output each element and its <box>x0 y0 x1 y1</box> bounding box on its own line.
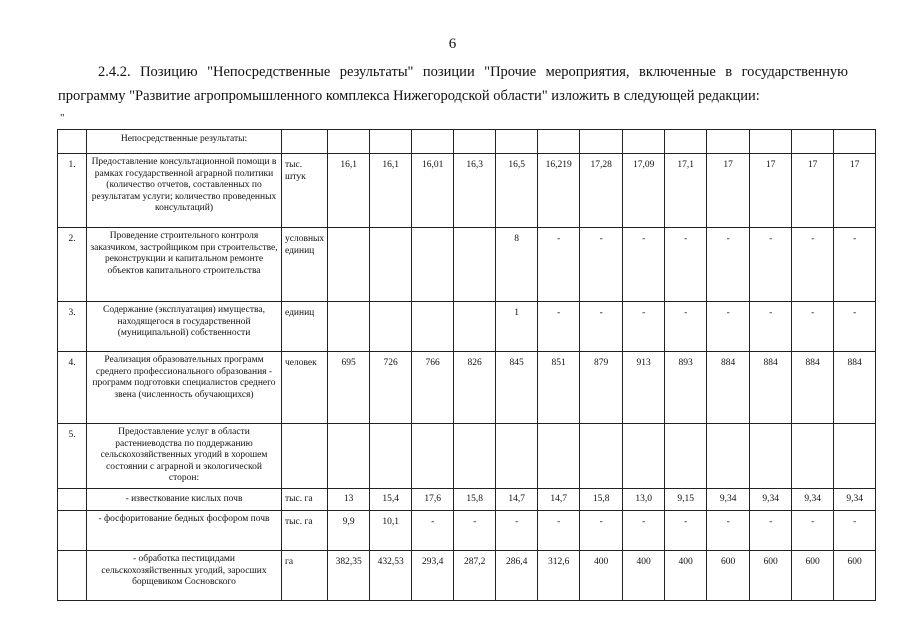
value-cell: 16,01 <box>412 154 454 228</box>
value-cell: 15,4 <box>370 489 412 511</box>
value-cell: - <box>707 511 750 551</box>
table-cell <box>370 130 412 154</box>
value-cell: - <box>412 511 454 551</box>
value-cell: 893 <box>665 352 707 424</box>
value-cell <box>370 424 412 489</box>
table-row <box>58 302 876 352</box>
row-index <box>58 511 87 551</box>
table-row <box>58 228 876 302</box>
value-cell: - <box>623 511 665 551</box>
value-cell <box>328 424 370 489</box>
table-header: Непосредственные результаты: <box>87 130 282 154</box>
value-cell: 600 <box>792 551 834 601</box>
value-cell: 17 <box>792 154 834 228</box>
table-cell <box>538 130 580 154</box>
results-table <box>57 129 876 601</box>
value-cell: - <box>580 511 623 551</box>
value-cell: 16,1 <box>370 154 412 228</box>
value-cell <box>580 424 623 489</box>
value-cell: 16,5 <box>496 154 538 228</box>
value-cell: - <box>665 228 707 302</box>
value-cell: - <box>792 228 834 302</box>
value-cell: - <box>454 511 496 551</box>
value-cell: 16,219 <box>538 154 580 228</box>
table-cell <box>58 130 87 154</box>
value-cell: 600 <box>750 551 792 601</box>
value-cell: 432,53 <box>370 551 412 601</box>
value-cell: - <box>538 511 580 551</box>
value-cell: 13 <box>328 489 370 511</box>
row-unit: условных единиц <box>282 228 328 302</box>
value-cell: 17,28 <box>580 154 623 228</box>
value-cell <box>328 228 370 302</box>
intro-paragraph <box>58 60 848 108</box>
value-cell: 16,1 <box>328 154 370 228</box>
value-cell <box>707 424 750 489</box>
row-index: 3. <box>58 302 87 352</box>
opening-quote-mark: " <box>60 112 65 124</box>
value-cell: 695 <box>328 352 370 424</box>
table-cell <box>328 130 370 154</box>
table-row <box>58 489 876 511</box>
value-cell: 16,3 <box>454 154 496 228</box>
value-cell: 17,09 <box>623 154 665 228</box>
table-cell <box>454 130 496 154</box>
value-cell: 15,8 <box>454 489 496 511</box>
value-cell: 17,6 <box>412 489 454 511</box>
row-unit: тыс. штук <box>282 154 328 228</box>
value-cell: 13,0 <box>623 489 665 511</box>
value-cell: 9,15 <box>665 489 707 511</box>
value-cell: - <box>496 511 538 551</box>
value-cell <box>370 228 412 302</box>
value-cell: 879 <box>580 352 623 424</box>
value-cell: 1 <box>496 302 538 352</box>
value-cell: - <box>834 511 876 551</box>
value-cell: 17,1 <box>665 154 707 228</box>
value-cell: 884 <box>707 352 750 424</box>
value-cell: 9,34 <box>707 489 750 511</box>
table-row <box>58 511 876 551</box>
value-cell: 913 <box>623 352 665 424</box>
row-index: 1. <box>58 154 87 228</box>
value-cell: 826 <box>454 352 496 424</box>
value-cell <box>834 424 876 489</box>
value-cell: 312,6 <box>538 551 580 601</box>
value-cell: 15,8 <box>580 489 623 511</box>
intro-line-1: 2.4.2. Позицию "Непосредственные результаты" позиции "Прочие мероприятия, включенные в государственную <box>98 64 848 80</box>
table-cell <box>496 130 538 154</box>
table-cell <box>834 130 876 154</box>
value-cell: 8 <box>496 228 538 302</box>
value-cell: 382,35 <box>328 551 370 601</box>
row-index <box>58 551 87 601</box>
row-name: Реализация образовательных программ среднего профессионального образования - программ подготовки специалистов среднего звена (численность обучающихся) <box>87 352 282 424</box>
value-cell: - <box>623 302 665 352</box>
value-cell: - <box>707 228 750 302</box>
table-cell <box>580 130 623 154</box>
row-name: - фосфоритование бедных фосфором почв <box>87 511 282 551</box>
value-cell: 293,4 <box>412 551 454 601</box>
row-unit: тыс. га <box>282 511 328 551</box>
value-cell <box>792 424 834 489</box>
value-cell: - <box>750 228 792 302</box>
row-name: Проведение строительного контроля заказчиком, застройщиком при строительстве, реконструкции и капитальном ремонте объектов капитального строительства <box>87 228 282 302</box>
value-cell: - <box>834 228 876 302</box>
value-cell: - <box>750 511 792 551</box>
table-cell <box>792 130 834 154</box>
row-index: 4. <box>58 352 87 424</box>
value-cell: - <box>623 228 665 302</box>
value-cell: - <box>707 302 750 352</box>
value-cell: 17 <box>750 154 792 228</box>
value-cell: - <box>834 302 876 352</box>
value-cell: 851 <box>538 352 580 424</box>
row-unit: человек <box>282 352 328 424</box>
value-cell: 600 <box>834 551 876 601</box>
value-cell <box>454 228 496 302</box>
value-cell <box>412 228 454 302</box>
value-cell: 400 <box>623 551 665 601</box>
value-cell <box>665 424 707 489</box>
value-cell: - <box>792 302 834 352</box>
value-cell: - <box>538 228 580 302</box>
value-cell: 17 <box>834 154 876 228</box>
table-row <box>58 551 876 601</box>
table-cell <box>412 130 454 154</box>
value-cell: - <box>580 228 623 302</box>
row-unit <box>282 424 328 489</box>
table-cell <box>282 130 328 154</box>
value-cell: 884 <box>750 352 792 424</box>
value-cell: 845 <box>496 352 538 424</box>
value-cell: 10,1 <box>370 511 412 551</box>
value-cell: 726 <box>370 352 412 424</box>
value-cell: 287,2 <box>454 551 496 601</box>
value-cell: - <box>665 302 707 352</box>
value-cell <box>328 302 370 352</box>
row-unit: тыс. га <box>282 489 328 511</box>
table-header-row <box>58 130 876 154</box>
value-cell <box>412 302 454 352</box>
table-cell <box>750 130 792 154</box>
value-cell: 9,9 <box>328 511 370 551</box>
value-cell: 600 <box>707 551 750 601</box>
table-cell <box>665 130 707 154</box>
row-name: - обработка пестицидами сельскохозяйственных угодий, заросших борщевиком Сосновского <box>87 551 282 601</box>
value-cell <box>370 302 412 352</box>
value-cell: 400 <box>580 551 623 601</box>
value-cell: 286,4 <box>496 551 538 601</box>
row-index: 2. <box>58 228 87 302</box>
table-row <box>58 352 876 424</box>
value-cell <box>623 424 665 489</box>
value-cell: - <box>792 511 834 551</box>
value-cell: 14,7 <box>496 489 538 511</box>
value-cell: 17 <box>707 154 750 228</box>
value-cell <box>454 302 496 352</box>
row-unit: га <box>282 551 328 601</box>
value-cell: 884 <box>792 352 834 424</box>
table-row <box>58 424 876 489</box>
table-row <box>58 154 876 228</box>
value-cell: - <box>750 302 792 352</box>
value-cell: 9,34 <box>834 489 876 511</box>
value-cell <box>538 424 580 489</box>
value-cell: 9,34 <box>792 489 834 511</box>
value-cell: 9,34 <box>750 489 792 511</box>
page-number: 6 <box>448 36 457 52</box>
row-name: Содержание (эксплуатация) имущества, находящегося в государственной (муниципальной) собственности <box>87 302 282 352</box>
row-name: - известкование кислых почв <box>87 489 282 511</box>
row-index: 5. <box>58 424 87 489</box>
value-cell: 766 <box>412 352 454 424</box>
intro-line-2: программу "Развитие агропромышленного комплекса Нижегородской области" изложить в следующей редакции: <box>58 88 760 104</box>
value-cell <box>454 424 496 489</box>
value-cell <box>412 424 454 489</box>
value-cell <box>496 424 538 489</box>
row-name: Предоставление консультационной помощи в рамках государственной аграрной политики (количество отчетов, составленных по результатам услуги; количество проведенных консультаций) <box>87 154 282 228</box>
value-cell: 14,7 <box>538 489 580 511</box>
row-name: Предоставление услуг в области растениеводства по поддержанию сельскохозяйственных угодий в хорошем состоянии с аграрной и экологической сторон: <box>87 424 282 489</box>
row-unit: единиц <box>282 302 328 352</box>
value-cell: - <box>665 511 707 551</box>
value-cell <box>750 424 792 489</box>
row-index <box>58 489 87 511</box>
table-cell <box>707 130 750 154</box>
value-cell: 400 <box>665 551 707 601</box>
table-cell <box>623 130 665 154</box>
value-cell: 884 <box>834 352 876 424</box>
value-cell: - <box>538 302 580 352</box>
value-cell: - <box>580 302 623 352</box>
